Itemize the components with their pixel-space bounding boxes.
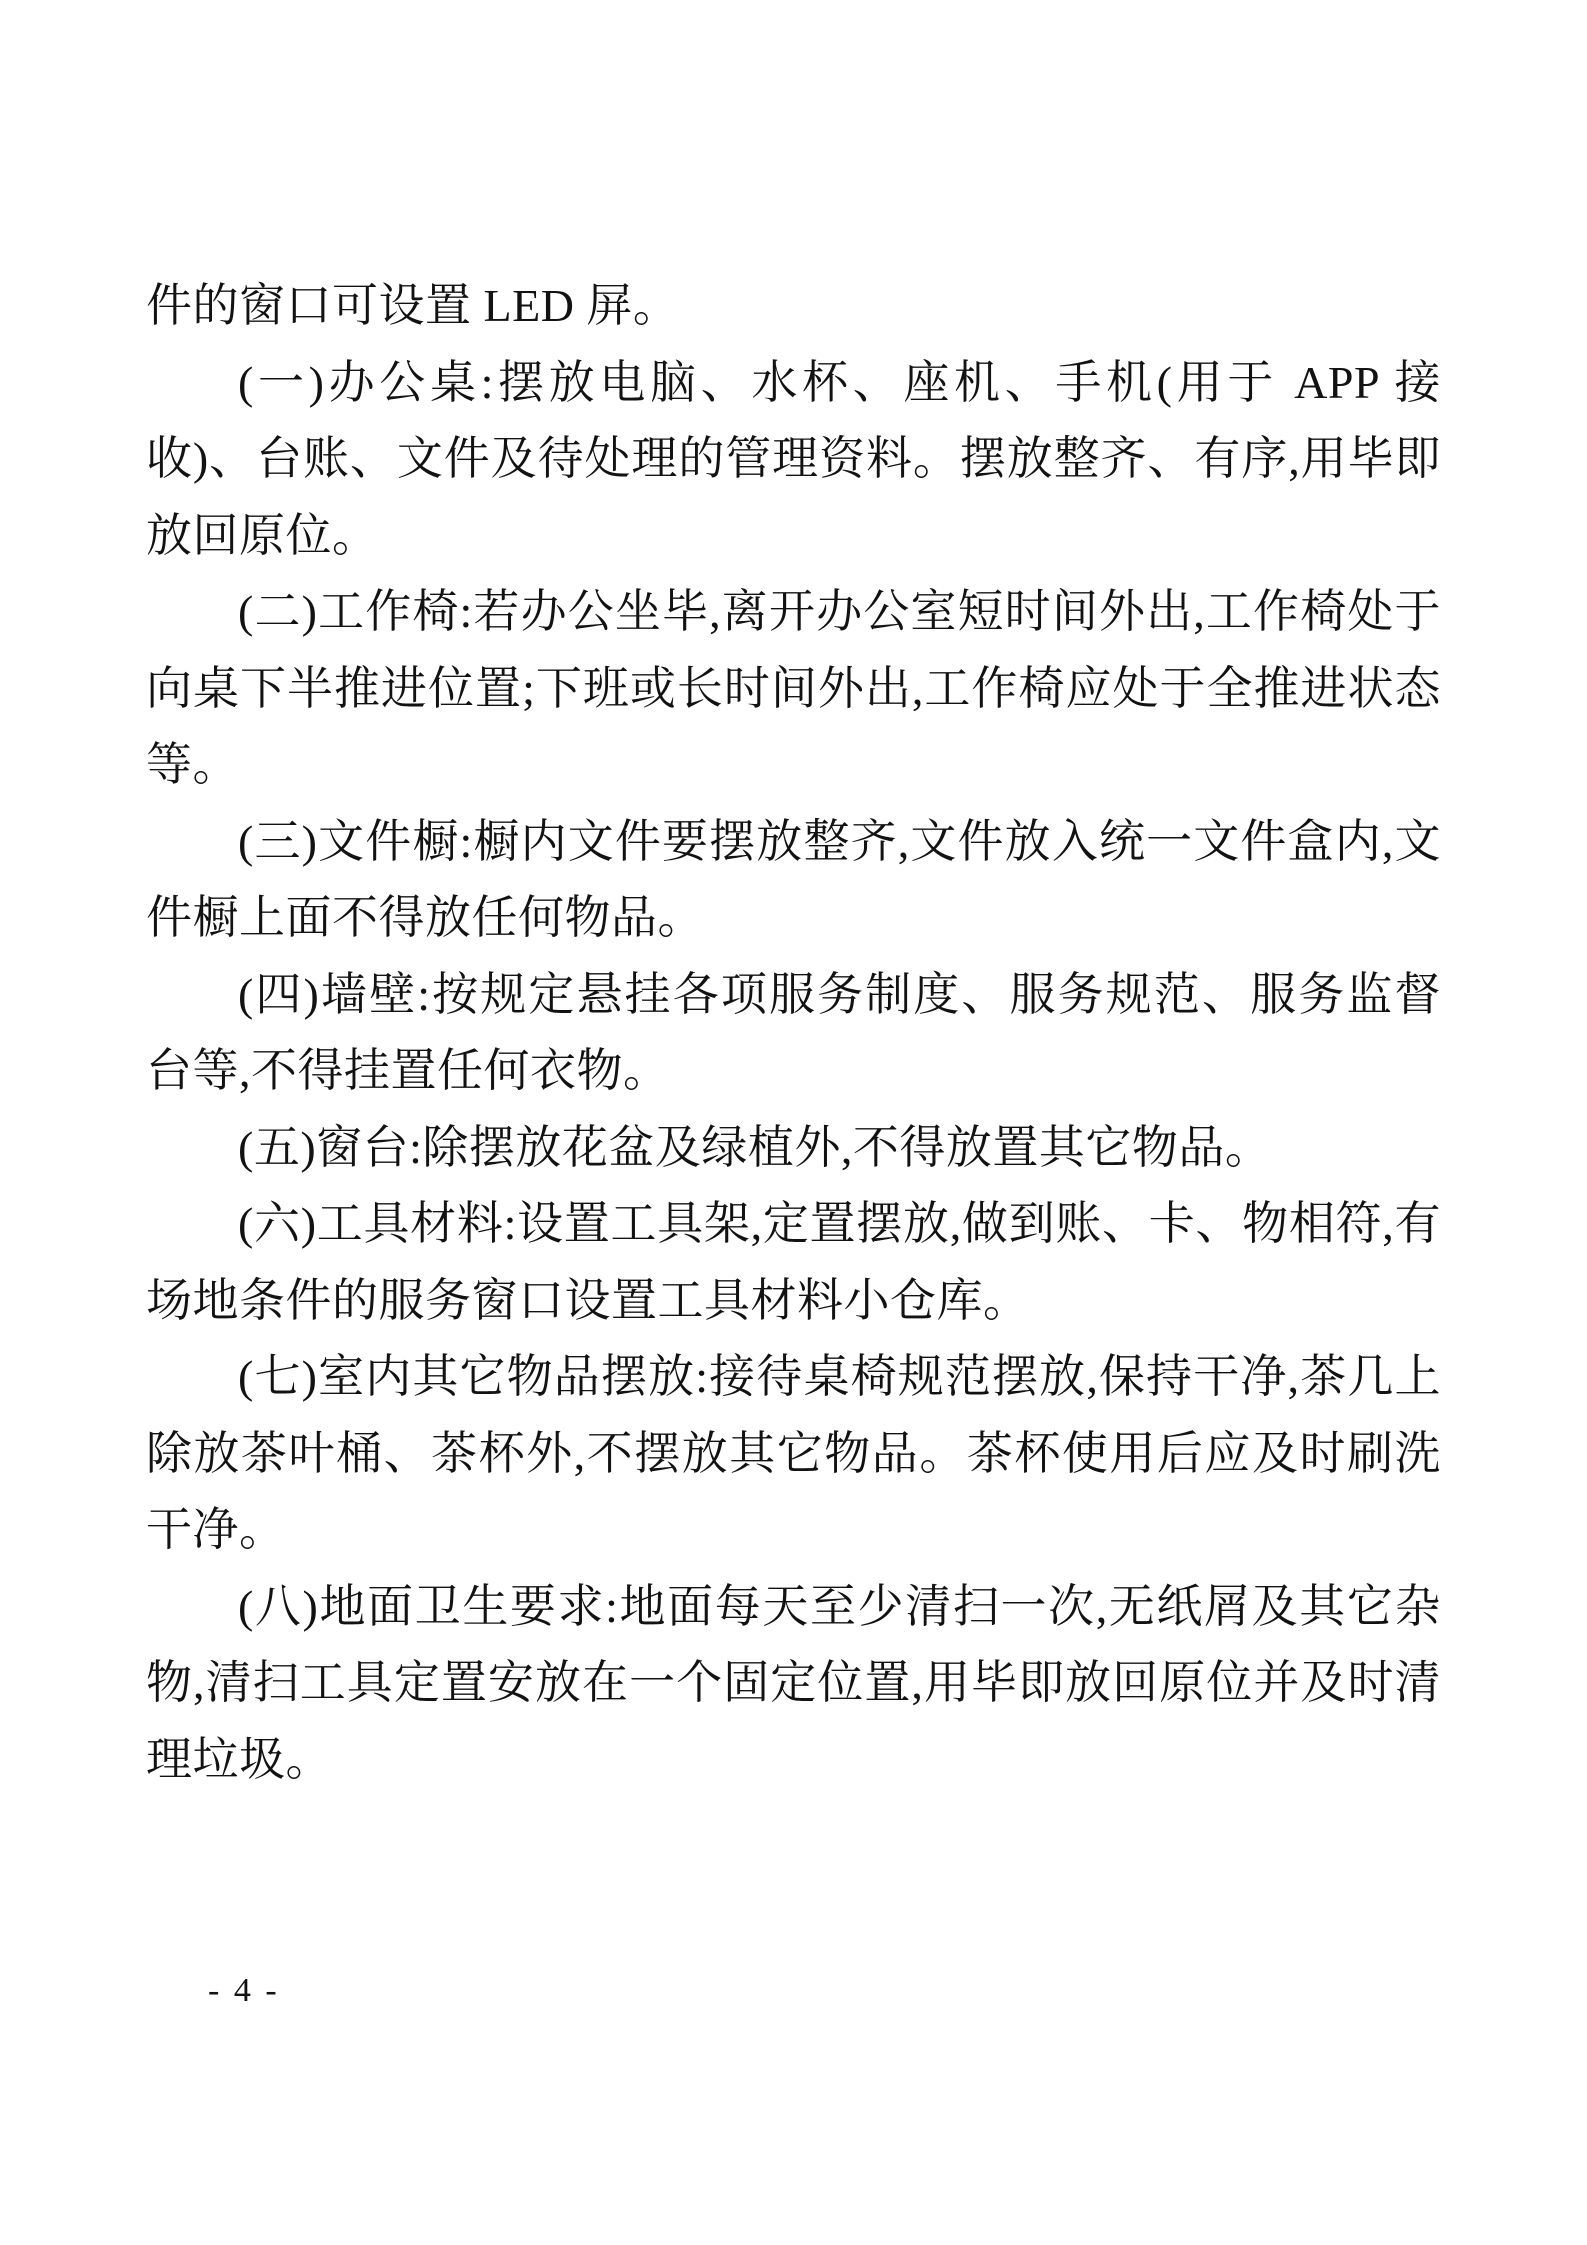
- paragraph-item-3: (三)文件橱:橱内文件要摆放整齐,文件放入统一文件盒内,文件橱上面不得放任何物品。: [146, 815, 1441, 943]
- paragraph-item-1: (一)办公桌:摆放电脑、水杯、座机、手机(用于 APP 接收)、台账、文件及待处理的管理资料。摆放整齐、有序,用毕即放回原位。: [146, 356, 1441, 561]
- document-body: [146, 268, 1441, 1798]
- paragraph-item-2: (二)工作椅:若办公坐毕,离开办公室短时间外出,工作椅处于向桌下半推进位置;下班或长时间外出,工作椅应处于全推进状态等。: [146, 586, 1441, 790]
- paragraph-continuation: 件的窗口可设置 LED 屏。: [146, 280, 680, 331]
- paragraph-item-4: (四)墙壁:按规定悬挂各项服务制度、服务规范、服务监督台等,不得挂置任何衣物。: [146, 968, 1441, 1096]
- paragraph-item-5: (五)窗台:除摆放花盆及绿植外,不得放置其它物品。: [238, 1121, 1272, 1173]
- paragraph-item-7: (七)室内其它物品摆放:接待桌椅规范摆放,保持干净,茶几上除放茶叶桶、茶杯外,不摆放其它物品。茶杯使用后应及时刷洗干净。: [146, 1351, 1441, 1555]
- page-number: - 4 -: [208, 1972, 280, 2009]
- paragraph-item-8: (八)地面卫生要求:地面每天至少清扫一次,无纸屑及其它杂物,清扫工具定置安放在一个固定位置,用毕即放回原位并及时清理垃圾。: [146, 1580, 1441, 1785]
- paragraph-item-6: (六)工具材料:设置工具架,定置摆放,做到账、卡、物相符,有场地条件的服务窗口设置工具材料小仓库。: [146, 1198, 1441, 1326]
